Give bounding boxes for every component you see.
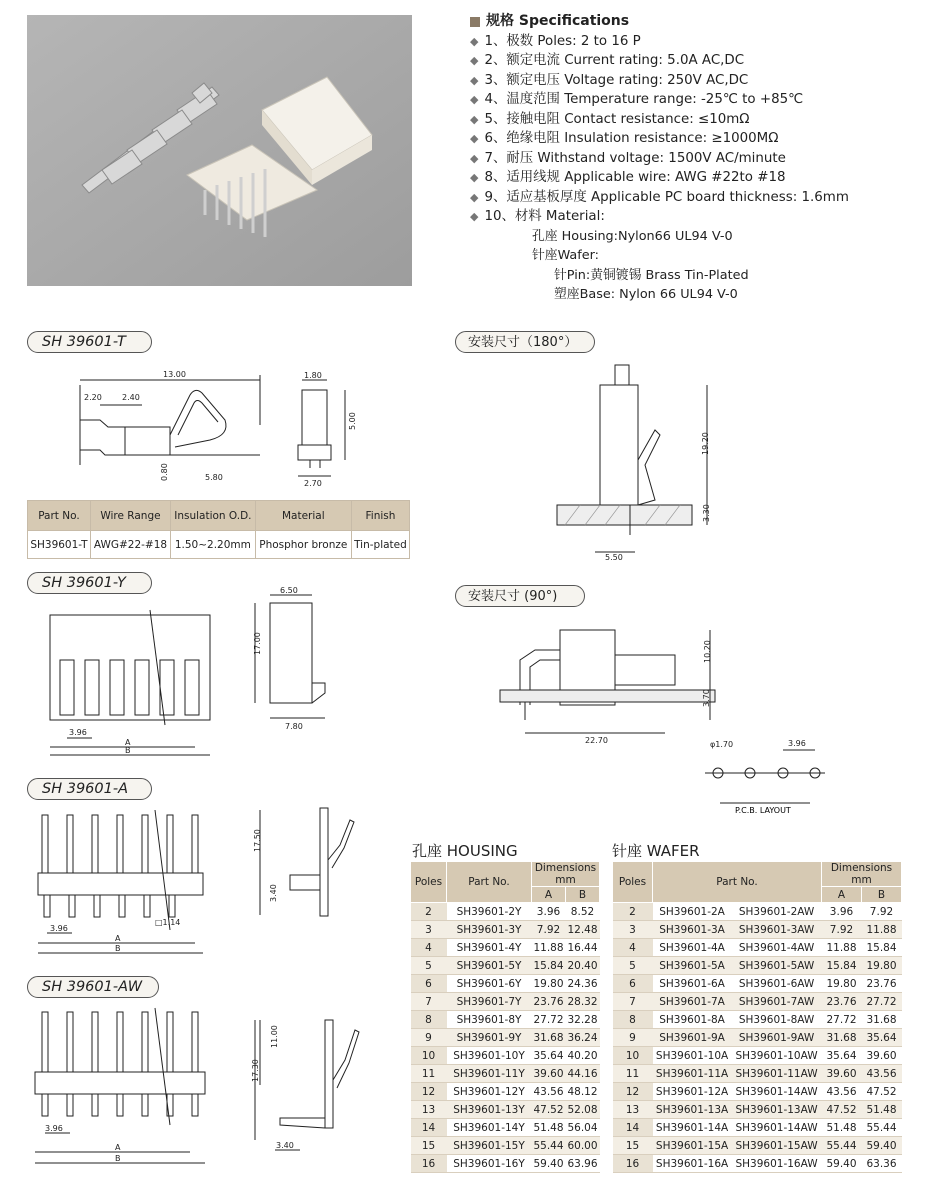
dim-text: 3.96 bbox=[788, 739, 806, 748]
dim-text: 5.00 bbox=[348, 412, 357, 430]
table-cell: SH39601-14AW bbox=[732, 1119, 822, 1137]
spec-title bbox=[470, 12, 910, 32]
dim-text: 19.20 bbox=[701, 432, 710, 455]
table-row bbox=[613, 1011, 902, 1029]
table-cell: SH39601-6Y bbox=[447, 975, 532, 993]
dim-text: 22.70 bbox=[585, 736, 608, 745]
table-cell: 55.44 bbox=[822, 1137, 862, 1155]
dim-text: A bbox=[125, 738, 131, 747]
poles-cell: 2 bbox=[411, 903, 447, 921]
table-row bbox=[411, 1065, 600, 1083]
table-cell: SH39601-14A bbox=[653, 1119, 732, 1137]
diamond-bullet-icon: ◆ bbox=[470, 151, 479, 165]
table-cell: 47.52 bbox=[532, 1101, 566, 1119]
table-cell: SH39601-10A bbox=[653, 1047, 732, 1065]
table-cell: SH39601-11Y bbox=[447, 1065, 532, 1083]
product-photo-illustration bbox=[27, 15, 412, 286]
table-cell: 16.44 bbox=[566, 939, 600, 957]
dim-text: 7.80 bbox=[285, 722, 303, 731]
table-cell: SH39601-13A bbox=[653, 1101, 732, 1119]
diamond-bullet-icon: ◆ bbox=[470, 210, 479, 223]
table-cell: SH39601-4AW bbox=[732, 939, 822, 957]
housing-front-drawing bbox=[40, 605, 220, 765]
table-cell: 27.72 bbox=[822, 1011, 862, 1029]
dim-text: 1.80 bbox=[304, 371, 322, 380]
dim-text: φ1.70 bbox=[710, 740, 734, 749]
dim-text: 6.50 bbox=[280, 586, 298, 595]
table-cell: SH39601-6AW bbox=[732, 975, 822, 993]
poles-cell: 9 bbox=[411, 1029, 447, 1047]
table-cell: 7.92 bbox=[822, 921, 862, 939]
table-cell: SH39601-7A bbox=[653, 993, 732, 1011]
poles-cell: 6 bbox=[411, 975, 447, 993]
table-cell: 19.80 bbox=[822, 975, 862, 993]
table-row bbox=[411, 1155, 600, 1173]
dim-text: 2.40 bbox=[122, 393, 140, 402]
poles-cell: 13 bbox=[411, 1101, 447, 1119]
dim-text: 3.40 bbox=[269, 884, 278, 902]
table-cell: SH39601-5A bbox=[653, 957, 732, 975]
diamond-bullet-icon: ◆ bbox=[470, 171, 479, 184]
product-photo bbox=[27, 15, 412, 286]
table-cell: 35.64 bbox=[532, 1047, 566, 1065]
table-cell: 12.48 bbox=[566, 921, 600, 939]
table-cell: 19.80 bbox=[862, 957, 902, 975]
dim-text: 2.70 bbox=[304, 479, 322, 488]
table-cell: SH39601-8AW bbox=[732, 1011, 822, 1029]
dim-text: B bbox=[115, 944, 121, 953]
table-cell: 27.72 bbox=[862, 993, 902, 1011]
table-cell: SH39601-14AW bbox=[732, 1083, 822, 1101]
diamond-bullet-icon: ◆ bbox=[470, 93, 479, 106]
table-header: Part No. bbox=[28, 501, 91, 531]
poles-cell: 15 bbox=[411, 1137, 447, 1155]
table-cell: SH39601-14Y bbox=[447, 1119, 532, 1137]
table-row bbox=[411, 939, 600, 957]
table-row bbox=[613, 1137, 902, 1155]
dim-text: 3.70 bbox=[702, 689, 711, 707]
table-header: Insulation O.D. bbox=[171, 501, 256, 531]
specifications bbox=[470, 12, 910, 305]
poles-cell: 3 bbox=[411, 921, 447, 939]
poles-cell: 14 bbox=[613, 1119, 653, 1137]
table-cell: SH39601-2AW bbox=[732, 903, 822, 921]
table-row bbox=[613, 1083, 902, 1101]
table-header: Finish bbox=[351, 501, 409, 531]
wafer-aw-front-drawing bbox=[30, 1000, 210, 1172]
housing-side-drawing bbox=[240, 583, 340, 733]
table-cell: 43.56 bbox=[822, 1083, 862, 1101]
table-row bbox=[613, 1101, 902, 1119]
table-cell: SH39601-3Y bbox=[447, 921, 532, 939]
terminal-side-drawing bbox=[290, 368, 360, 488]
dim-text: A bbox=[115, 1143, 121, 1152]
table-cell: SH39601-12Y bbox=[447, 1083, 532, 1101]
table-cell: SH39601-8Y bbox=[447, 1011, 532, 1029]
install-90-drawing bbox=[495, 615, 735, 745]
table-row bbox=[613, 903, 902, 921]
table-cell: SH39601-11A bbox=[653, 1065, 732, 1083]
table-cell: SH39601-4A bbox=[653, 939, 732, 957]
table-cell: SH39601-4Y bbox=[447, 939, 532, 957]
material-pin: 针Pin:黄铜镀锡 Brass Tin-Plated bbox=[554, 267, 749, 283]
poles-cell: 15 bbox=[613, 1137, 653, 1155]
table-cell: SH39601-11AW bbox=[732, 1065, 822, 1083]
install-180-drawing bbox=[545, 360, 715, 570]
table-cell: 48.12 bbox=[566, 1083, 600, 1101]
table-cell: SH39601-8A bbox=[653, 1011, 732, 1029]
table-cell: 36.24 bbox=[566, 1029, 600, 1047]
table-cell: 40.20 bbox=[566, 1047, 600, 1065]
table-cell: SH39601-16AW bbox=[732, 1155, 822, 1173]
poles-cell: 10 bbox=[411, 1047, 447, 1065]
dim-text: □1.14 bbox=[155, 918, 181, 927]
table-cell: 11.88 bbox=[822, 939, 862, 957]
table-cell: 31.68 bbox=[822, 1029, 862, 1047]
poles-cell: 12 bbox=[613, 1083, 653, 1101]
table-row bbox=[411, 1047, 600, 1065]
poles-cell: 11 bbox=[411, 1065, 447, 1083]
table-row bbox=[411, 1011, 600, 1029]
spec-item: ◆ 10、材料 Material: bbox=[470, 207, 910, 227]
dim-text: 5.80 bbox=[205, 473, 223, 482]
table-cell: 39.60 bbox=[862, 1047, 902, 1065]
poles-cell: 16 bbox=[613, 1155, 653, 1173]
dim-text: A bbox=[115, 934, 121, 943]
table-cell: 11.88 bbox=[862, 921, 902, 939]
table-cell: SH39601-15A bbox=[653, 1137, 732, 1155]
table-cell: 15.84 bbox=[862, 939, 902, 957]
table-row bbox=[613, 1119, 902, 1137]
table-row bbox=[411, 975, 600, 993]
table-cell: 19.80 bbox=[532, 975, 566, 993]
table-cell: SH39601-7Y bbox=[447, 993, 532, 1011]
wafer-table bbox=[612, 861, 902, 1173]
pcb-layout-drawing bbox=[700, 735, 850, 820]
table-cell: 20.40 bbox=[566, 957, 600, 975]
table-cell: 3.96 bbox=[532, 903, 566, 921]
dim-text: 10.20 bbox=[703, 640, 712, 663]
table-cell: 51.48 bbox=[532, 1119, 566, 1137]
dim-text: 17.30 bbox=[251, 1059, 260, 1082]
dim-text: 2.20 bbox=[84, 393, 102, 402]
table-cell: 59.40 bbox=[862, 1137, 902, 1155]
dim-text: 3.96 bbox=[69, 728, 87, 737]
label-install-180: 安装尺寸（180°） bbox=[455, 331, 595, 353]
table-header: Part No. bbox=[447, 862, 532, 903]
diamond-bullet-icon: ◆ bbox=[470, 132, 479, 145]
table-cell: 56.04 bbox=[566, 1119, 600, 1137]
table-cell: 3.96 bbox=[822, 903, 862, 921]
dim-text: 0.80 bbox=[160, 463, 169, 481]
material-base: 塑座Base: Nylon 66 UL94 V-0 bbox=[554, 287, 738, 302]
table-cell: 63.96 bbox=[566, 1155, 600, 1173]
table-cell: 43.56 bbox=[532, 1083, 566, 1101]
table-row bbox=[411, 1137, 600, 1155]
table-cell: SH39601-9AW bbox=[732, 1029, 822, 1047]
table-row bbox=[613, 1065, 902, 1083]
table-row bbox=[411, 1119, 600, 1137]
table-cell: 31.68 bbox=[532, 1029, 566, 1047]
table-header: B bbox=[862, 887, 902, 903]
table-cell: SH39601-9Y bbox=[447, 1029, 532, 1047]
table-row bbox=[613, 1047, 902, 1065]
table-row bbox=[613, 921, 902, 939]
table-cell: 47.52 bbox=[822, 1101, 862, 1119]
table-row bbox=[613, 975, 902, 993]
wafer-a-side-drawing bbox=[240, 800, 360, 925]
table-cell: 59.40 bbox=[822, 1155, 862, 1173]
table-cell: SH39601-10AW bbox=[732, 1047, 822, 1065]
poles-cell: 5 bbox=[613, 957, 653, 975]
material-housing: 孔座 Housing:Nylon66 UL94 V-0 bbox=[532, 228, 733, 244]
table-cell: 35.64 bbox=[862, 1029, 902, 1047]
table-cell: SH39601-5Y bbox=[447, 957, 532, 975]
table-header: Wire Range bbox=[90, 501, 170, 531]
table-cell: 7.92 bbox=[862, 903, 902, 921]
table-cell: 51.48 bbox=[862, 1101, 902, 1119]
table-cell: 23.76 bbox=[532, 993, 566, 1011]
table-cell: SH39601-15AW bbox=[732, 1137, 822, 1155]
spec-title-text: 规格 Specifications bbox=[486, 13, 630, 29]
table-cell: SH39601-3A bbox=[653, 921, 732, 939]
table-cell: 8.52 bbox=[566, 903, 600, 921]
label-sh39601-t: SH 39601-T bbox=[27, 331, 152, 353]
poles-cell: 8 bbox=[411, 1011, 447, 1029]
material-wafer: 针座Wafer: bbox=[532, 248, 599, 263]
table-cell: SH39601-3AW bbox=[732, 921, 822, 939]
dim-text: 3.40 bbox=[276, 1141, 294, 1150]
table-row: SH39601-T AWG#22-#18 1.50~2.20mm Phosphor bronze Tin-plated bbox=[28, 531, 410, 559]
poles-cell: 14 bbox=[411, 1119, 447, 1137]
wafer-a-front-drawing bbox=[30, 805, 210, 965]
table-header: A bbox=[822, 887, 862, 903]
table-cell: SH39601-16A bbox=[653, 1155, 732, 1173]
table-cell: 23.76 bbox=[822, 993, 862, 1011]
dim-text: 11.00 bbox=[270, 1025, 279, 1048]
table-cell: 28.32 bbox=[566, 993, 600, 1011]
table-cell: 35.64 bbox=[822, 1047, 862, 1065]
spec-item: ◆ 6、绝缘电阻 Insulation resistance: ≥1000MΩ bbox=[470, 129, 910, 149]
table-row bbox=[613, 957, 902, 975]
dim-text: 13.00 bbox=[163, 370, 186, 379]
table-cell: SH39601-12A bbox=[653, 1083, 732, 1101]
poles-cell: 5 bbox=[411, 957, 447, 975]
table-cell: 31.68 bbox=[862, 1011, 902, 1029]
poles-cell: 7 bbox=[613, 993, 653, 1011]
label-sh39601-y: SH 39601-Y bbox=[27, 572, 152, 594]
terminal-table bbox=[27, 500, 410, 559]
table-row bbox=[411, 903, 600, 921]
table-cell: SH39601-10Y bbox=[447, 1047, 532, 1065]
pcb-layout-label: P.C.B. LAYOUT bbox=[735, 806, 791, 815]
table-row bbox=[411, 1101, 600, 1119]
table-row bbox=[613, 1155, 902, 1173]
table-row bbox=[411, 921, 600, 939]
wafer-table-title: 针座 WAFER bbox=[612, 842, 700, 860]
poles-cell: 11 bbox=[613, 1065, 653, 1083]
table-cell: 15.84 bbox=[822, 957, 862, 975]
poles-cell: 3 bbox=[613, 921, 653, 939]
table-cell: 52.08 bbox=[566, 1101, 600, 1119]
spec-item: ◆ 7、耐压 Withstand voltage: 1500V AC/minute bbox=[470, 149, 910, 169]
housing-table-title: 孔座 HOUSING bbox=[412, 842, 518, 860]
table-cell: SH39601-6A bbox=[653, 975, 732, 993]
dim-text: 17.00 bbox=[253, 632, 262, 655]
table-header: Dimensions mm bbox=[532, 862, 600, 887]
table-header: Poles bbox=[613, 862, 653, 903]
table-row bbox=[613, 993, 902, 1011]
table-row bbox=[411, 957, 600, 975]
wafer-aw-side-drawing bbox=[240, 1010, 360, 1160]
table-cell: 11.88 bbox=[532, 939, 566, 957]
diamond-bullet-icon: ◆ bbox=[470, 190, 479, 204]
table-cell: 24.36 bbox=[566, 975, 600, 993]
diamond-bullet-icon: ◆ bbox=[470, 54, 479, 67]
table-cell: 27.72 bbox=[532, 1011, 566, 1029]
poles-cell: 12 bbox=[411, 1083, 447, 1101]
dim-text: B bbox=[125, 746, 131, 755]
diamond-bullet-icon: ◆ bbox=[470, 34, 479, 48]
poles-cell: 6 bbox=[613, 975, 653, 993]
table-cell: 44.16 bbox=[566, 1065, 600, 1083]
table-row bbox=[411, 993, 600, 1011]
table-row bbox=[613, 939, 902, 957]
spec-item: ◆ 5、接触电阻 Contact resistance: ≤10mΩ bbox=[470, 110, 910, 130]
table-cell: 7.92 bbox=[532, 921, 566, 939]
diamond-bullet-icon: ◆ bbox=[470, 112, 479, 126]
table-header: Poles bbox=[411, 862, 447, 903]
poles-cell: 13 bbox=[613, 1101, 653, 1119]
table-header: Material bbox=[255, 501, 351, 531]
table-cell: SH39601-13AW bbox=[732, 1101, 822, 1119]
table-cell: 63.36 bbox=[862, 1155, 902, 1173]
label-install-90: 安装尺寸 (90°) bbox=[455, 585, 585, 607]
poles-cell: 9 bbox=[613, 1029, 653, 1047]
poles-cell: 4 bbox=[613, 939, 653, 957]
table-header: Part No. bbox=[653, 862, 822, 903]
spec-item: ◆ 2、额定电流 Current rating: 5.0A AC,DC bbox=[470, 51, 910, 71]
table-cell: SH39601-2A bbox=[653, 903, 732, 921]
label-sh39601-aw: SH 39601-AW bbox=[27, 976, 159, 998]
table-row bbox=[411, 1083, 600, 1101]
table-cell: 55.44 bbox=[532, 1137, 566, 1155]
table-cell: SH39601-13Y bbox=[447, 1101, 532, 1119]
table-cell: SH39601-16Y bbox=[447, 1155, 532, 1173]
table-cell: 47.52 bbox=[862, 1083, 902, 1101]
table-cell: SH39601-2Y bbox=[447, 903, 532, 921]
spec-item: ◆ 9、适应基板厚度 Applicable PC board thickness: 1.6mm bbox=[470, 188, 910, 208]
table-header: B bbox=[566, 887, 600, 903]
table-cell: 32.28 bbox=[566, 1011, 600, 1029]
spec-item: ◆ 1、极数 Poles: 2 to 16 P bbox=[470, 32, 910, 52]
poles-cell: 16 bbox=[411, 1155, 447, 1173]
table-header: A bbox=[532, 887, 566, 903]
table-cell: 39.60 bbox=[532, 1065, 566, 1083]
spec-item: ◆ 3、额定电压 Voltage rating: 250V AC,DC bbox=[470, 71, 910, 91]
table-cell: 39.60 bbox=[822, 1065, 862, 1083]
table-cell: 59.40 bbox=[532, 1155, 566, 1173]
table-cell: SH39601-5AW bbox=[732, 957, 822, 975]
dim-text: 5.50 bbox=[605, 553, 623, 562]
spec-item: ◆ 4、温度范围 Temperature range: -25℃ to +85℃ bbox=[470, 90, 910, 110]
dim-text: B bbox=[115, 1154, 121, 1163]
table-cell: 51.48 bbox=[822, 1119, 862, 1137]
poles-cell: 8 bbox=[613, 1011, 653, 1029]
table-cell: SH39601-9A bbox=[653, 1029, 732, 1047]
table-header: Dimensions mm bbox=[822, 862, 902, 887]
spec-item: ◆ 8、适用线规 Applicable wire: AWG #22to #18 bbox=[470, 168, 910, 188]
label-sh39601-a: SH 39601-A bbox=[27, 778, 152, 800]
poles-cell: 2 bbox=[613, 903, 653, 921]
table-cell: 23.76 bbox=[862, 975, 902, 993]
dim-text: 17.50 bbox=[253, 829, 262, 852]
poles-cell: 7 bbox=[411, 993, 447, 1011]
table-cell: SH39601-15Y bbox=[447, 1137, 532, 1155]
table-cell: 60.00 bbox=[566, 1137, 600, 1155]
table-cell: 55.44 bbox=[862, 1119, 902, 1137]
table-row bbox=[411, 1029, 600, 1047]
housing-table bbox=[410, 861, 600, 1173]
dim-text: 3.30 bbox=[702, 504, 711, 522]
dim-text: 3.96 bbox=[45, 1124, 63, 1133]
table-cell: 43.56 bbox=[862, 1065, 902, 1083]
table-cell: 15.84 bbox=[532, 957, 566, 975]
square-bullet-icon bbox=[470, 17, 480, 27]
dim-text: 3.96 bbox=[50, 924, 68, 933]
table-cell: SH39601-7AW bbox=[732, 993, 822, 1011]
poles-cell: 4 bbox=[411, 939, 447, 957]
table-row bbox=[613, 1029, 902, 1047]
diamond-bullet-icon: ◆ bbox=[470, 73, 479, 87]
poles-cell: 10 bbox=[613, 1047, 653, 1065]
